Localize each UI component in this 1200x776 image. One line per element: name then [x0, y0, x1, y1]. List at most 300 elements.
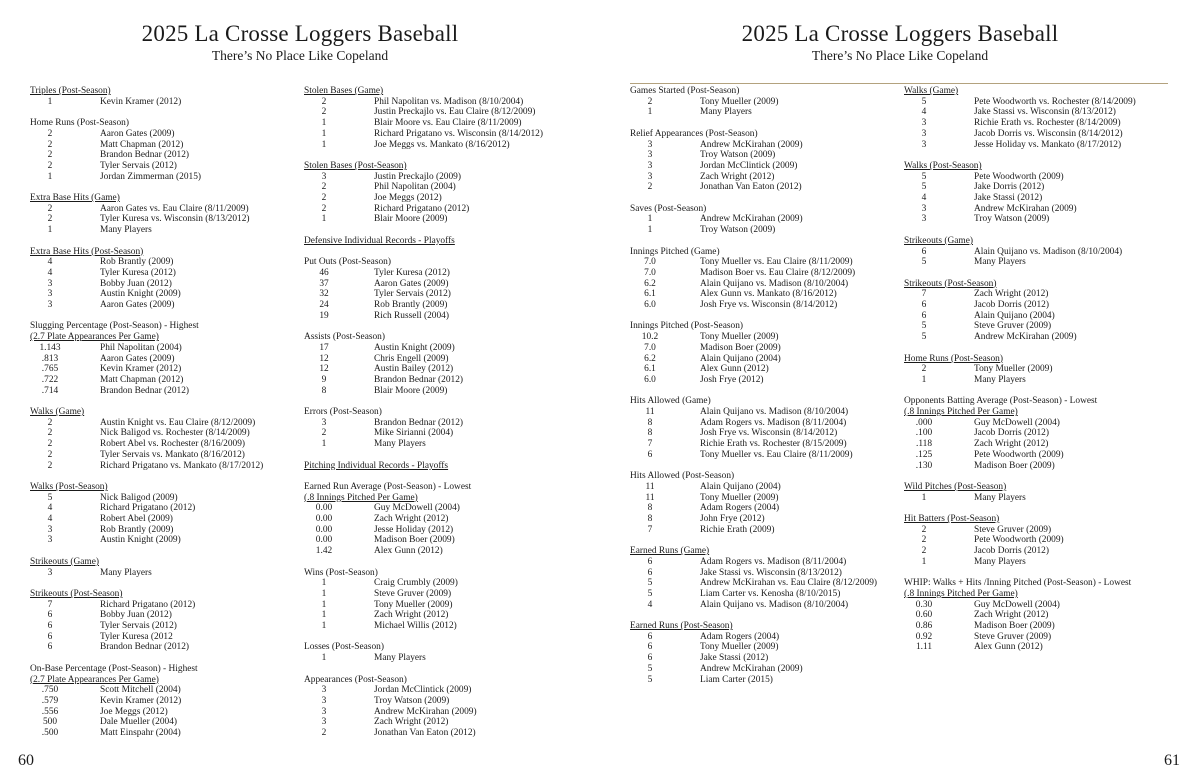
record-row	[630, 525, 900, 536]
record-value: 1	[47, 225, 53, 236]
record-row	[30, 503, 300, 514]
record-holder: Zach Wright (2012)	[700, 171, 775, 182]
record-value: 1	[321, 118, 327, 129]
record-row	[904, 450, 1174, 461]
record-row	[630, 568, 900, 579]
record-value: 3	[921, 203, 927, 214]
record-holder: Troy Watson (2009)	[374, 695, 450, 706]
record-value: 6	[647, 642, 653, 653]
record-row	[630, 332, 900, 343]
record-value: 3	[47, 567, 53, 578]
record-row	[904, 557, 1174, 568]
record-holder: Andrew McKirahan (2009)	[700, 139, 803, 150]
record-section	[30, 664, 300, 739]
record-holder: Tony Mueller (2009)	[974, 364, 1053, 375]
record-holder: Many Players	[974, 374, 1026, 385]
record-holder: Alex Gunn (2012)	[974, 642, 1043, 653]
record-row	[904, 214, 1174, 225]
record-holder: Alex Gunn (2012)	[700, 364, 769, 375]
record-value: 3	[47, 535, 53, 546]
record-row	[904, 461, 1174, 472]
record-row	[304, 268, 574, 279]
record-section	[304, 482, 574, 557]
record-row	[630, 407, 900, 418]
record-row	[630, 642, 900, 653]
record-holder: Andrew McKirahan (2009)	[374, 706, 477, 717]
record-row	[630, 632, 900, 643]
record-value: 7	[47, 599, 53, 610]
record-row	[304, 525, 574, 536]
record-row	[304, 364, 574, 375]
record-section	[904, 482, 1174, 503]
record-row	[304, 129, 574, 140]
record-value: 3	[921, 118, 927, 129]
record-holder: Madison Boer (2009)	[974, 621, 1055, 632]
record-value: 12	[319, 353, 329, 364]
record-row	[630, 589, 900, 600]
record-row	[30, 172, 300, 183]
record-row	[904, 525, 1174, 536]
header-rule	[630, 83, 1168, 84]
record-holder: Joe Meggs vs. Mankato (8/16/2012)	[374, 139, 510, 150]
record-row	[30, 685, 300, 696]
record-holder: Kevin Kramer (2012)	[100, 96, 182, 107]
record-section	[630, 86, 900, 118]
record-value: 7	[647, 439, 653, 450]
record-holder: Brandon Bednar (2012)	[100, 150, 190, 161]
record-value: 3	[321, 706, 327, 717]
record-holder: Troy Watson (2009)	[700, 150, 776, 161]
record-section	[904, 578, 1174, 653]
section-heading: Strikeouts (Post-Season)	[30, 588, 123, 599]
record-value: .750	[41, 685, 59, 696]
record-holder: Robert Abel (2009)	[100, 514, 173, 525]
record-row	[904, 289, 1174, 300]
record-section	[30, 589, 300, 653]
record-row	[30, 535, 300, 546]
record-holder: Chris Engell (2009)	[374, 353, 449, 364]
record-value: 2	[47, 150, 53, 161]
record-holder: Zach Wright (2012)	[374, 717, 449, 728]
record-holder: Blair Moore vs. Eau Claire (8/11/2009)	[374, 118, 522, 129]
record-holder: Jake Stassi (2012)	[700, 653, 769, 664]
record-row	[30, 257, 300, 268]
record-value: 1	[47, 96, 53, 107]
record-row	[904, 311, 1174, 322]
record-row	[30, 461, 300, 472]
record-value: 17	[319, 342, 329, 353]
record-holder: Scott Mitchell (2004)	[100, 685, 181, 696]
record-row	[630, 557, 900, 568]
record-row	[30, 289, 300, 300]
record-row	[630, 653, 900, 664]
record-row	[630, 375, 900, 386]
record-row	[304, 193, 574, 204]
record-value: 6.2	[644, 278, 656, 289]
section-heading: WHIP: Walks + Hits /Inning Pitched (Post-Season) - Lowest	[904, 578, 1132, 589]
record-holder: Jordan Zimmerman (2015)	[100, 171, 202, 182]
section-heading: Defensive Individual Records - Playoffs	[304, 235, 455, 246]
record-holder: Rob Brantly (2009)	[100, 257, 174, 268]
record-holder: Justin Preckajlo vs. Eau Claire (8/12/2009)	[374, 107, 536, 118]
record-row	[304, 97, 574, 108]
record-section	[904, 236, 1174, 268]
record-value: 6.1	[644, 289, 656, 300]
section-heading: Earned Run Average (Post-Season) - Lowest	[304, 481, 472, 492]
record-row	[304, 535, 574, 546]
record-holder: Jake Dorris (2012)	[974, 182, 1045, 193]
record-row	[904, 418, 1174, 429]
record-holder: Madison Boer (2009)	[700, 342, 781, 353]
record-value: 1	[321, 214, 327, 225]
record-row	[304, 685, 574, 696]
section-heading: Appearances (Post-Season)	[304, 674, 407, 685]
record-value: 6	[647, 449, 653, 460]
section-qualifier: (2.7 Plate Appearances Per Game)	[30, 674, 159, 685]
record-section	[630, 396, 900, 460]
record-holder: Steve Gruver (2009)	[374, 588, 452, 599]
section-heading: Triples (Post-Season)	[30, 86, 111, 96]
record-value: 0.86	[915, 621, 933, 632]
record-holder: Nick Baligod vs. Rochester (8/14/2009)	[100, 428, 250, 439]
record-holder: Jake Stassi (2012)	[974, 193, 1043, 204]
record-holder: Tyler Kuresa (2012	[100, 631, 173, 642]
record-row	[304, 610, 574, 621]
record-section	[630, 621, 900, 685]
record-holder: Phil Napolitan (2004)	[100, 342, 182, 353]
record-row	[904, 140, 1174, 151]
record-row	[904, 129, 1174, 140]
record-holder: Joe Meggs (2012)	[374, 193, 442, 204]
record-holder: Many Players	[974, 257, 1026, 268]
record-row	[904, 493, 1174, 504]
record-row	[630, 257, 900, 268]
record-row	[630, 675, 900, 686]
record-holder: Nick Baligod (2009)	[100, 492, 178, 503]
record-holder: Zach Wright (2012)	[374, 514, 449, 525]
record-holder: Aaron Gates vs. Eau Claire (8/11/2009)	[100, 203, 249, 214]
record-row	[30, 439, 300, 450]
page-subtitle: There’s No Place Like Copeland	[811, 48, 989, 63]
record-holder: Blair Moore (2009)	[374, 385, 448, 396]
record-holder: Pete Woodworth (2009)	[974, 535, 1064, 546]
record-holder: Steve Gruver (2009)	[974, 631, 1052, 642]
record-holder: Justin Preckajlo (2009)	[374, 171, 461, 182]
record-holder: Aaron Gates (2009)	[374, 278, 449, 289]
record-holder: Bobby Juan (2012)	[100, 278, 172, 289]
record-value: 4	[921, 107, 927, 118]
record-row	[904, 247, 1174, 258]
section-heading: Errors (Post-Season)	[304, 407, 382, 418]
record-holder: Alain Quijano (2004)	[974, 310, 1055, 321]
record-holder: Tony Mueller (2009)	[700, 642, 779, 653]
record-value: 8	[647, 503, 653, 514]
record-value: 4	[47, 257, 53, 268]
record-row	[630, 364, 900, 375]
page-number: 60	[18, 752, 34, 769]
record-row	[630, 493, 900, 504]
record-row	[630, 514, 900, 525]
record-holder: Many Players	[374, 439, 426, 450]
section-heading: Walks (Post-Season)	[30, 481, 108, 492]
page-title: 2025 La Crosse Loggers Baseball	[141, 21, 459, 46]
record-row	[630, 140, 900, 151]
record-row	[30, 364, 300, 375]
record-row	[304, 300, 574, 311]
section-heading: Earned Runs (Post-Season)	[630, 621, 733, 632]
record-holder: Zach Wright (2012)	[974, 439, 1049, 450]
record-value: 3	[921, 128, 927, 139]
record-holder: John Frye (2012)	[700, 514, 765, 525]
record-holder: Tony Mueller (2009)	[700, 96, 779, 107]
record-holder: Craig Crumbly (2009)	[374, 578, 458, 589]
record-holder: Zach Wright (2012)	[374, 610, 449, 621]
record-row	[30, 632, 300, 643]
record-row	[630, 418, 900, 429]
record-holder: Richard Prigatano vs. Wisconsin (8/14/2012)	[374, 128, 543, 139]
record-row	[904, 535, 1174, 546]
record-row	[904, 375, 1174, 386]
record-value: 6	[921, 246, 927, 257]
record-row	[30, 418, 300, 429]
record-holder: Tony Mueller (2009)	[700, 492, 779, 503]
record-row	[30, 375, 300, 386]
record-value: 8	[647, 428, 653, 439]
record-value: 0.00	[315, 503, 333, 514]
record-value: 6.1	[644, 364, 656, 375]
record-holder: Blair Moore (2009)	[374, 214, 448, 225]
record-holder: Tyler Servais (2012)	[100, 160, 177, 171]
record-row	[30, 129, 300, 140]
record-holder: Liam Carter vs. Kenosha (8/10/2015)	[700, 588, 841, 599]
record-row	[904, 193, 1174, 204]
record-section	[30, 321, 300, 396]
record-value: 2	[921, 364, 927, 375]
record-value: 5	[647, 663, 653, 674]
record-value: 3	[921, 139, 927, 150]
section-heading: Walks (Game)	[904, 86, 959, 96]
record-value: 1.42	[315, 546, 333, 557]
record-value: 11	[645, 481, 655, 492]
record-section	[304, 257, 574, 321]
record-holder: Austin Knight (2009)	[374, 342, 455, 353]
section-heading: Stolen Bases (Post-Season)	[304, 160, 407, 171]
record-holder: Alex Gunn vs. Mankato (8/16/2012)	[700, 289, 837, 300]
record-value: 6.0	[644, 300, 656, 311]
record-section	[630, 129, 900, 193]
record-holder: Pete Woodworth vs. Rochester (8/14/2009)	[974, 96, 1136, 107]
record-row	[630, 300, 900, 311]
record-value: 4	[647, 599, 653, 610]
section-heading: Home Runs (Post-Season)	[904, 353, 1003, 364]
record-holder: Tony Mueller vs. Eau Claire (8/11/2009)	[700, 449, 853, 460]
record-holder: Jordan McClintick (2009)	[374, 685, 472, 696]
record-value: 3	[321, 695, 327, 706]
record-value: 8	[321, 385, 327, 396]
record-value: 1	[321, 578, 327, 589]
record-row	[30, 717, 300, 728]
record-value: 2	[921, 524, 927, 535]
record-value: 6	[921, 300, 927, 311]
record-row	[304, 717, 574, 728]
record-row	[904, 364, 1174, 375]
record-row	[630, 664, 900, 675]
record-holder: Adam Rogers (2004)	[700, 631, 780, 642]
record-holder: Jacob Dorris (2012)	[974, 428, 1049, 439]
record-value: .579	[41, 695, 59, 706]
record-value: 1.143	[39, 342, 61, 353]
record-row	[630, 503, 900, 514]
record-value: 5	[647, 588, 653, 599]
record-holder: Alain Quijano (2004)	[700, 353, 781, 364]
record-row	[904, 182, 1174, 193]
record-section	[30, 407, 300, 471]
record-value: 1	[321, 610, 327, 621]
section-heading: Stolen Bases (Game)	[304, 86, 384, 96]
record-row	[630, 150, 900, 161]
record-value: 5	[921, 332, 927, 343]
record-value: .125	[915, 449, 933, 460]
record-holder: Matt Einspahr (2004)	[100, 728, 181, 739]
record-value: 2	[647, 96, 653, 107]
record-row	[304, 118, 574, 129]
record-value: 8	[647, 417, 653, 428]
record-row	[630, 279, 900, 290]
record-row	[904, 300, 1174, 311]
record-value: 6	[921, 310, 927, 321]
record-value: 4	[47, 503, 53, 514]
record-holder: Many Players	[974, 492, 1026, 503]
record-row	[304, 279, 574, 290]
record-value: 500	[42, 717, 58, 728]
record-value: 1	[647, 214, 653, 225]
record-value: 5	[921, 257, 927, 268]
page-subtitle: There’s No Place Like Copeland	[211, 48, 389, 63]
record-row	[304, 653, 574, 664]
section-heading: Walks (Game)	[30, 407, 85, 418]
record-holder: Tony Mueller vs. Eau Claire (8/11/2009)	[700, 257, 853, 268]
record-section	[30, 557, 300, 578]
record-holder: Adam Rogers vs. Madison (8/11/2004)	[700, 556, 847, 567]
record-value: 5	[921, 182, 927, 193]
record-holder: Jake Stassi vs. Wisconsin (8/13/2012)	[974, 107, 1116, 118]
record-section	[630, 321, 900, 385]
record-holder: Troy Watson (2009)	[974, 214, 1050, 225]
record-row	[630, 600, 900, 611]
record-value: 1	[647, 107, 653, 118]
record-value: 2	[321, 203, 327, 214]
record-value: .130	[915, 460, 933, 471]
record-holder: Austin Knight (2009)	[100, 289, 181, 300]
record-row	[30, 97, 300, 108]
record-value: 7.0	[644, 267, 656, 278]
record-value: 1	[647, 225, 653, 236]
record-row	[304, 354, 574, 365]
record-holder: Aaron Gates (2009)	[100, 300, 175, 311]
record-value: 3	[321, 685, 327, 696]
records-column	[304, 86, 574, 749]
page-title: 2025 La Crosse Loggers Baseball	[741, 21, 1059, 46]
record-row	[304, 589, 574, 600]
record-holder: Tyler Servais vs. Mankato (8/16/2012)	[100, 449, 245, 460]
record-holder: Andrew McKirahan vs. Eau Claire (8/12/2009)	[700, 578, 878, 589]
record-row	[904, 97, 1174, 108]
record-holder: Troy Watson (2009)	[700, 225, 776, 236]
record-section	[304, 461, 574, 472]
record-section	[904, 161, 1174, 225]
record-row	[30, 568, 300, 579]
record-value: 3	[647, 139, 653, 150]
record-section	[30, 247, 300, 311]
record-value: .714	[41, 385, 59, 396]
record-holder: Richie Erath vs. Rochester (8/14/2009)	[974, 118, 1121, 129]
section-heading: Put Outs (Post-Season)	[304, 257, 391, 268]
record-value: 19	[319, 310, 329, 321]
record-value: 3	[321, 717, 327, 728]
record-holder: Many Players	[700, 107, 752, 118]
record-section	[904, 396, 1174, 471]
record-row	[904, 621, 1174, 632]
record-value: 3	[47, 289, 53, 300]
record-value: 0.00	[315, 514, 333, 525]
record-row	[304, 503, 574, 514]
record-value: 6	[47, 642, 53, 653]
record-row	[30, 300, 300, 311]
record-holder: Brandon Bednar (2012)	[100, 642, 190, 653]
record-row	[30, 600, 300, 611]
record-holder: Tony Mueller (2009)	[700, 332, 779, 343]
record-holder: Tyler Kuresa (2012)	[374, 267, 450, 278]
record-holder: Tyler Servais (2012)	[374, 289, 451, 300]
record-row	[30, 204, 300, 215]
record-row	[904, 600, 1174, 611]
page-header	[600, 20, 1200, 63]
record-row	[304, 514, 574, 525]
record-value: 24	[319, 300, 329, 311]
record-holder: Alain Quijano vs. Madison (8/10/2004)	[700, 278, 849, 289]
record-value: 7	[921, 289, 927, 300]
section-heading: Home Runs (Post-Season)	[30, 118, 129, 129]
record-value: 4	[47, 514, 53, 525]
record-holder: Matt Chapman (2012)	[100, 374, 184, 385]
record-section	[904, 354, 1174, 386]
record-row	[30, 493, 300, 504]
record-value: 2	[47, 449, 53, 460]
record-row	[304, 107, 574, 118]
record-row	[904, 642, 1174, 653]
records-column	[30, 86, 300, 749]
record-holder: Alain Quijano vs. Madison (8/10/2004)	[700, 599, 849, 610]
record-section	[30, 193, 300, 236]
record-row	[630, 450, 900, 461]
record-row	[30, 354, 300, 365]
record-value: 2	[921, 546, 927, 557]
record-section	[304, 568, 574, 632]
record-value: 37	[319, 278, 329, 289]
record-holder: Tyler Kuresa (2012)	[100, 267, 176, 278]
record-row	[30, 225, 300, 236]
record-holder: Steve Gruver (2009)	[974, 321, 1052, 332]
record-value: 11	[645, 492, 655, 503]
record-row	[30, 386, 300, 397]
record-value: 6	[47, 631, 53, 642]
record-value: 2	[321, 182, 327, 193]
record-value: .500	[41, 728, 59, 739]
record-row	[630, 268, 900, 279]
record-row	[904, 632, 1174, 643]
record-row	[630, 354, 900, 365]
record-holder: Kevin Kramer (2012)	[100, 364, 182, 375]
